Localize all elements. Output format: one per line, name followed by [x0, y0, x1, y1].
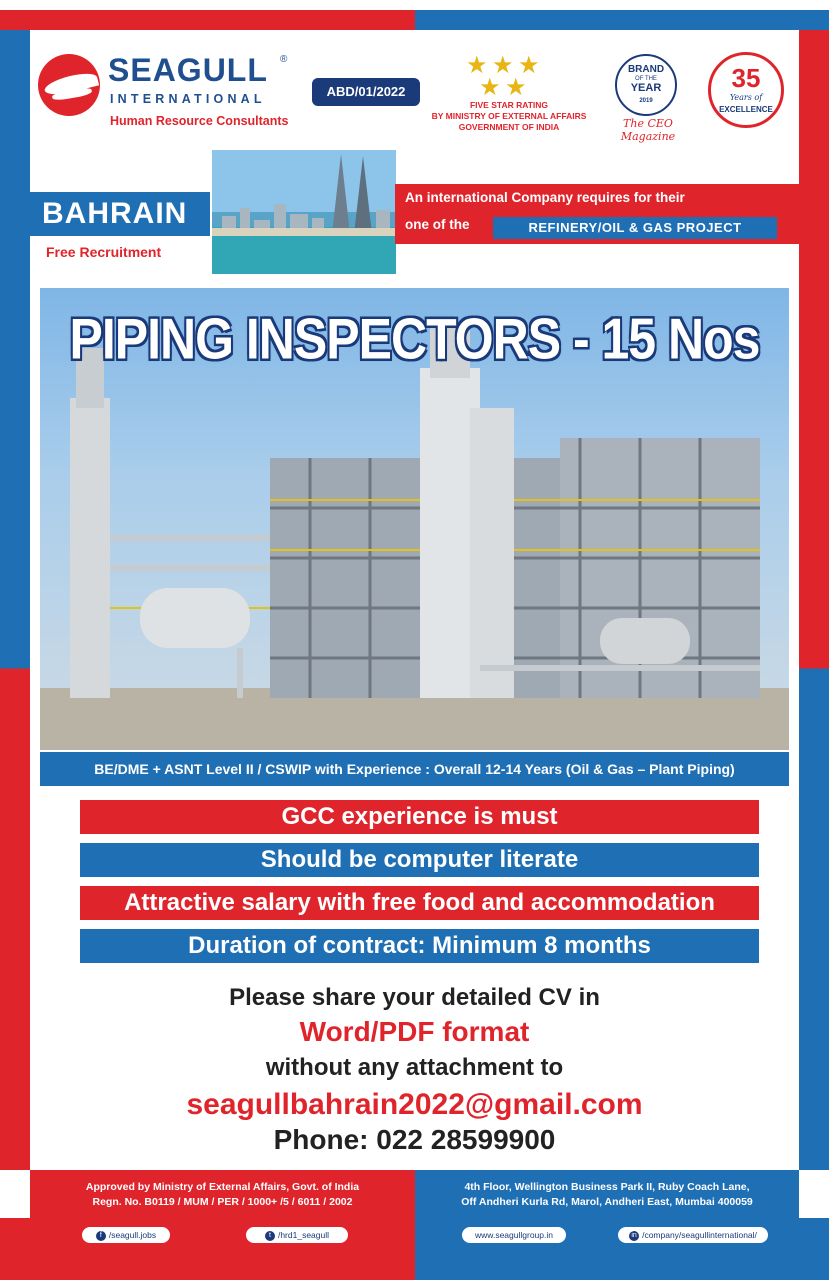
- rating-text: [420, 100, 598, 133]
- requirement-computer: Should be computer literate: [80, 843, 759, 877]
- linkedin-icon: in: [629, 1231, 639, 1241]
- excellence-label: EXCELLENCE: [719, 105, 773, 114]
- intro-banner: [395, 184, 799, 244]
- facebook-icon: f: [96, 1231, 106, 1241]
- twitter-icon: t: [265, 1231, 275, 1241]
- intro-line-1: An international Company requires for their: [405, 190, 685, 205]
- website-link[interactable]: www.seagullgroup.in: [462, 1227, 566, 1243]
- five-star-icon: ★ ★ ★ ★ ★: [466, 52, 540, 101]
- rating-line-3: GOVERNMENT OF INDIA: [458, 122, 560, 132]
- bahrain-city-photo: [212, 150, 396, 274]
- footer-approval: [30, 1170, 415, 1218]
- intro-line-2: one of the: [405, 217, 470, 232]
- approval-line-2: Regn. No. B0119 / MUM / PER / 1000+ /5 / 6011 / 2002: [92, 1196, 353, 1208]
- brand-of-the-year-seal: [615, 54, 677, 116]
- excellence-seal: [708, 52, 784, 128]
- address-line-1: 4th Floor, Wellington Business Park II, Ruby Coach Lane,: [464, 1181, 750, 1193]
- refinery-photo: [40, 288, 789, 750]
- brand-line-3: YEAR: [630, 82, 662, 94]
- frame-right: [799, 30, 829, 1170]
- logo-sub: INTERNATIONAL: [110, 92, 266, 106]
- job-title: PIPING INSPECTORS - 15 Nos: [69, 306, 760, 372]
- cv-email[interactable]: seagullbahrain2022@gmail.com: [186, 1088, 643, 1121]
- approval-line-1: Approved by Ministry of External Affairs, Govt. of India: [85, 1181, 360, 1193]
- twitter-link[interactable]: [246, 1227, 348, 1243]
- requirement-duration: Duration of contract: Minimum 8 months: [80, 929, 759, 963]
- cv-phone[interactable]: Phone: 022 28599900: [273, 1124, 556, 1155]
- free-recruitment: Free Recruitment: [46, 244, 162, 260]
- requirement-gcc: GCC experience is must: [80, 800, 759, 834]
- frame-left: [0, 30, 30, 1170]
- cv-line-1: Please share your detailed CV in: [229, 984, 600, 1011]
- seagull-bird-icon: [38, 54, 100, 116]
- rating-line-1: FIVE STAR RATING: [469, 100, 549, 110]
- linkedin-link[interactable]: [618, 1227, 768, 1243]
- seagull-logo: [38, 50, 298, 140]
- brand-magazine: The CEO Magazine: [620, 117, 676, 143]
- brand-year: 2019: [639, 98, 653, 104]
- brand-line-1: BRAND: [627, 64, 665, 75]
- excellence-years: Years of: [729, 93, 763, 102]
- logo-registered-mark: ®: [280, 54, 288, 65]
- excellence-number: 35: [731, 63, 761, 93]
- qualification-bar: BE/DME + ASNT Level II / CSWIP with Experience : Overall 12-14 Years (Oil & Gas – Plant Piping): [40, 752, 789, 786]
- facebook-handle: /seagull.jobs: [108, 1230, 157, 1240]
- twitter-handle: /hrd1_seagull: [277, 1230, 330, 1240]
- facebook-link[interactable]: [82, 1227, 170, 1243]
- ad-code-badge: ABD/01/2022: [312, 78, 420, 106]
- logo-name: SEAGULL: [108, 52, 268, 88]
- requirement-salary: Attractive salary with free food and accommodation: [80, 886, 759, 920]
- logo-tagline: Human Resource Consultants: [110, 114, 289, 128]
- address-line-2: Off Andheri Kurla Rd, Marol, Andheri East, Mumbai 400059: [461, 1196, 753, 1208]
- country-banner: BAHRAIN: [30, 192, 210, 236]
- project-label: REFINERY/OIL & GAS PROJECT: [493, 217, 777, 239]
- footer-bar-left: [0, 1218, 415, 1280]
- cv-line-3: without any attachment to: [265, 1054, 564, 1081]
- brand-line-2: OF THE: [635, 76, 657, 82]
- linkedin-handle: /company/seagullinternational/: [642, 1230, 757, 1240]
- rating-line-2: BY MINISTRY OF EXTERNAL AFFAIRS: [431, 111, 587, 121]
- footer-address: [415, 1170, 799, 1218]
- cv-format: Word/PDF format: [299, 1016, 530, 1047]
- frame-top: [0, 0, 829, 30]
